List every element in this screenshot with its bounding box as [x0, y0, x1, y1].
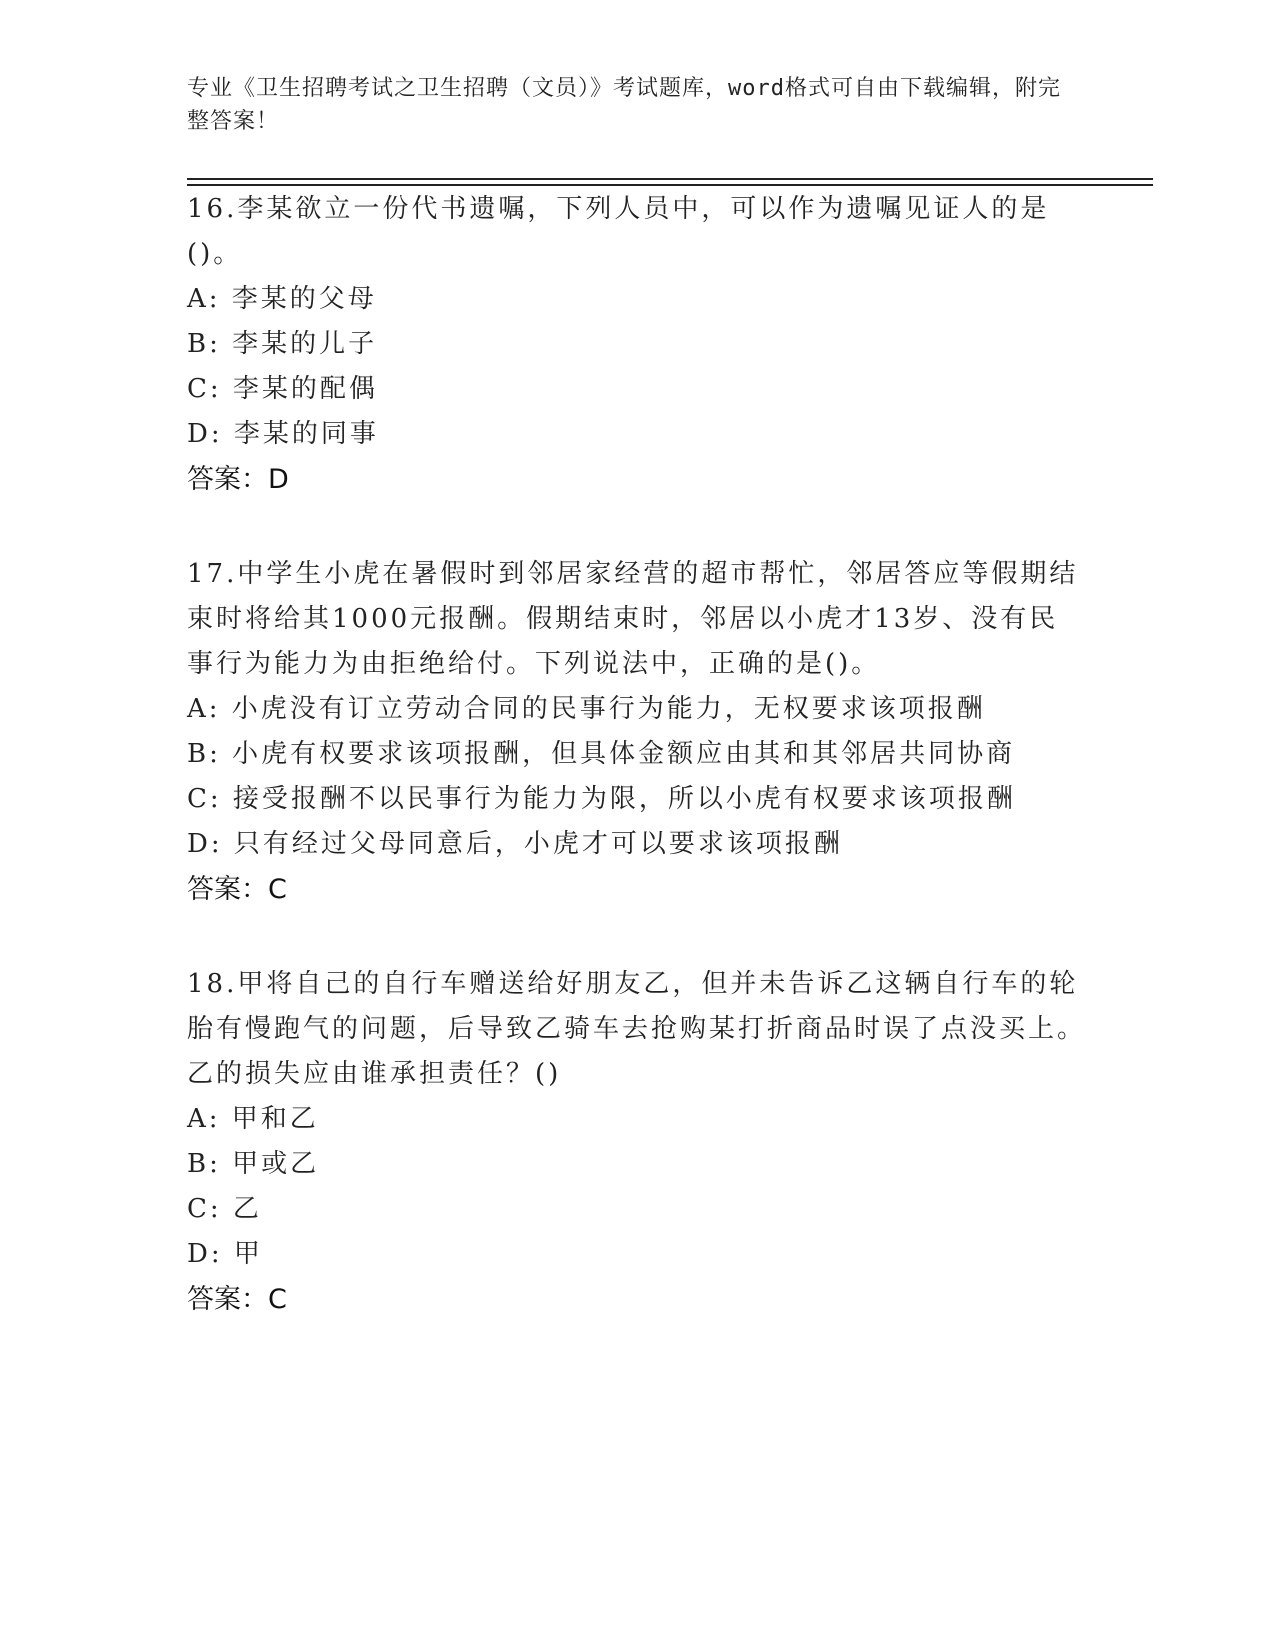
header-divider-top	[187, 178, 1153, 180]
question-16	[187, 187, 1087, 502]
option-a: A: 李某的父母	[187, 284, 377, 314]
question-18	[187, 962, 1087, 1322]
document-header: 专业《卫生招聘考试之卫生招聘（文员）》考试题库，word格式可自由下载编辑，附完整答案！	[187, 76, 1061, 134]
answer: 答案：C	[187, 874, 287, 905]
option-d: D: 甲	[187, 1239, 263, 1269]
option-d: D: 只有经过父母同意后，小虎才可以要求该项报酬	[187, 829, 843, 859]
question-text: 16.李某欲立一份代书遗嘱，下列人员中，可以作为遗嘱见证人的是()。	[187, 194, 1050, 269]
header-divider-bottom	[187, 184, 1153, 186]
question-17	[187, 552, 1087, 912]
question-text: 18.甲将自己的自行车赠送给好朋友乙，但并未告诉乙这辆自行车的轮胎有慢跑气的问题，后导致乙骑车去抢购某打折商品时误了点没买上。乙的损失应由谁承担责任？()	[187, 969, 1087, 1089]
option-b: B: 李某的儿子	[187, 329, 378, 359]
option-c: C: 李某的配偶	[187, 374, 378, 404]
option-c: C: 乙	[187, 1194, 262, 1224]
option-a: A: 甲和乙	[187, 1104, 319, 1134]
option-b: B: 小虎有权要求该项报酬，但具体金额应由其和其邻居共同协商	[187, 739, 1016, 769]
question-text: 17.中学生小虎在暑假时到邻居家经营的超市帮忙，邻居答应等假期结束时将给其1000元报酬。假期结束时，邻居以小虎才13岁、没有民事行为能力为由拒绝给付。下列说法中，正确的是()。	[187, 559, 1079, 679]
option-c: C: 接受报酬不以民事行为能力为限，所以小虎有权要求该项报酬	[187, 784, 1016, 814]
option-a: A: 小虎没有订立劳动合同的民事行为能力，无权要求该项报酬	[187, 694, 986, 724]
answer: 答案：C	[187, 1284, 287, 1315]
answer: 答案：D	[187, 464, 289, 495]
option-b: B: 甲或乙	[187, 1149, 320, 1179]
option-d: D: 李某的同事	[187, 419, 379, 449]
